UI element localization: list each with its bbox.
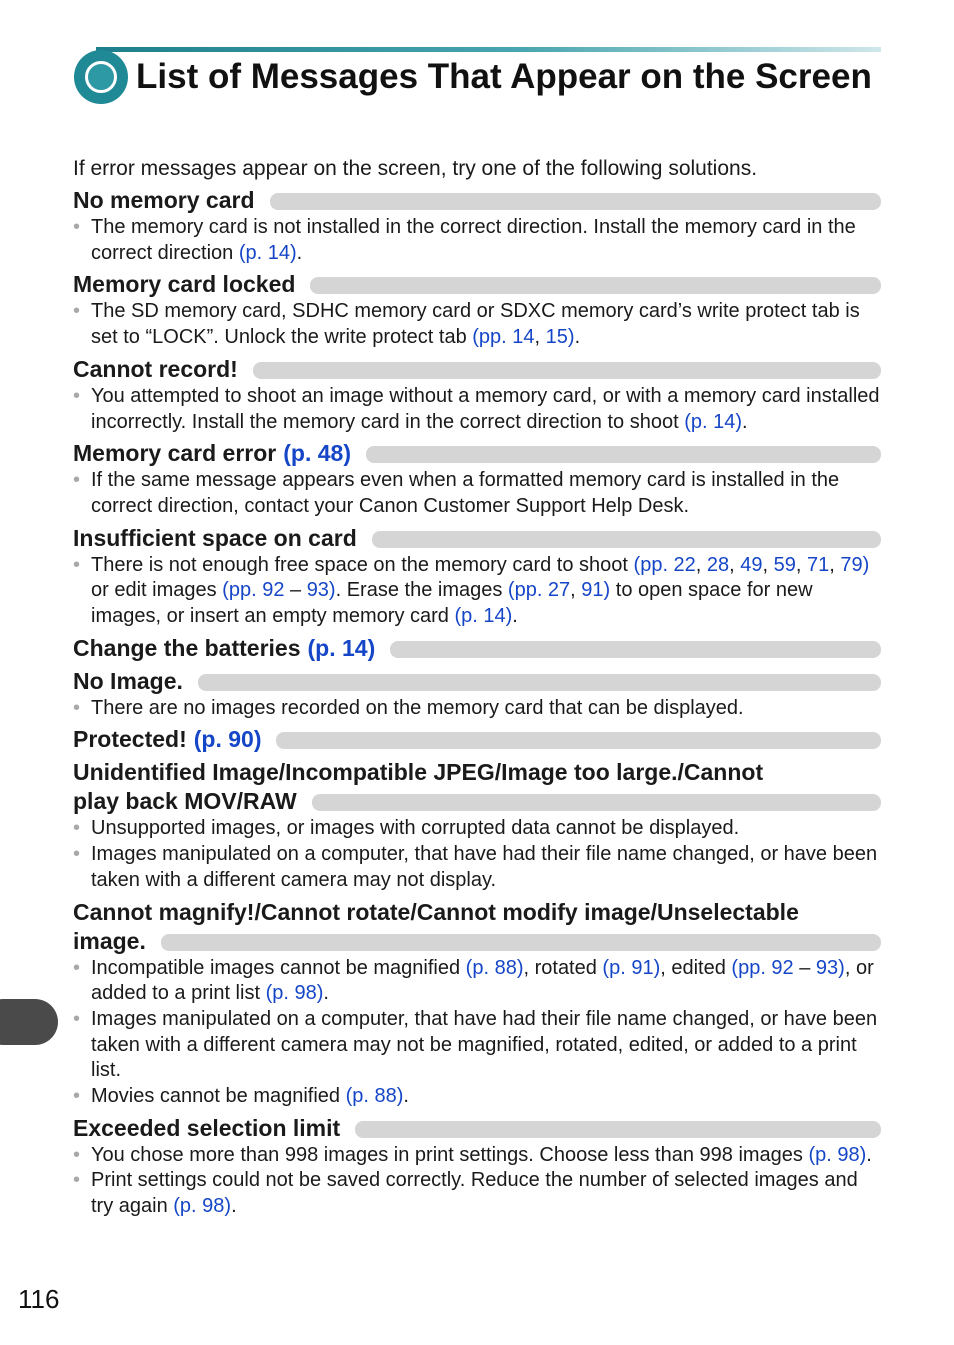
heading-line: Memory card locked: [73, 271, 296, 298]
page-reference-link[interactable]: (p. 98): [265, 982, 324, 1005]
heading-bar: [270, 193, 881, 210]
bullet-item: [73, 1143, 881, 1169]
message-section: [73, 186, 881, 266]
bullet-text: , rotated: [523, 956, 603, 979]
bullet-text: ,: [762, 553, 774, 576]
bullet-text: to open space for new images, or insert an empty memory card: [91, 579, 813, 628]
heading-line: Memory card error: [73, 440, 277, 467]
bullet-text: .: [403, 1085, 409, 1108]
bullet-text: There is not enough free space on the memory card to shoot: [91, 553, 634, 576]
page-reference-link[interactable]: 59: [773, 553, 796, 576]
heading-line: Exceeded selection limit: [73, 1114, 341, 1141]
heading-line: No memory card: [73, 187, 255, 213]
page-title: List of Messages That Appear on the Screen: [136, 57, 872, 96]
bullet-list: [73, 816, 881, 893]
page-reference-link[interactable]: 71: [807, 553, 830, 576]
heading-bar: [366, 446, 881, 463]
bullet-text: ,: [695, 553, 707, 576]
bullet-text: Print settings could not be saved correctly. Reduce the number of selected images and try again: [91, 1169, 858, 1218]
page-reference-link[interactable]: (p. 14): [307, 634, 376, 661]
page-reference-link[interactable]: 15): [545, 326, 575, 349]
bullet-text: .: [296, 241, 303, 264]
page-reference-link[interactable]: 93): [306, 579, 336, 602]
message-heading: [73, 355, 881, 384]
message-section: [73, 725, 881, 754]
heading-line: play back MOV/RAW: [73, 788, 297, 815]
page-reference-link[interactable]: (p. 14): [454, 605, 513, 628]
heading-line: Cannot magnify!/Cannot rotate/Cannot modify image/Unselectable: [73, 898, 799, 925]
page-reference-link[interactable]: (p. 14): [684, 410, 743, 433]
page-reference-link[interactable]: (p. 14): [238, 241, 297, 264]
message-heading: [73, 186, 881, 215]
message-heading: [73, 758, 881, 816]
bullet-text: There are no images recorded on the memory card that can be displayed.: [91, 696, 744, 719]
heading-bar: [161, 934, 881, 951]
message-section: [73, 758, 881, 893]
message-heading: [73, 439, 881, 468]
bullet-item: [73, 1084, 881, 1110]
page-reference-link[interactable]: (pp. 92: [731, 956, 794, 979]
bullet-text: . Erase the images: [335, 579, 508, 602]
page-reference-link[interactable]: 91): [581, 579, 611, 602]
bullet-item: [73, 842, 881, 893]
message-heading: [73, 270, 881, 299]
bullet-list: [73, 956, 881, 1110]
bullet-text: ,: [795, 553, 808, 576]
heading-line: Cannot record!: [73, 355, 238, 382]
bullet-text: .: [574, 326, 581, 349]
page-number: 116: [18, 1284, 60, 1314]
page-reference-link[interactable]: (p. 98): [173, 1195, 232, 1218]
bullet-text: You chose more than 998 images in print settings. Choose less than 998 images: [91, 1143, 809, 1166]
bullet-item: [73, 816, 881, 842]
heading-line: Unidentified Image/Incompatible JPEG/Image too large./Cannot: [73, 759, 764, 786]
bullet-text: .: [231, 1195, 237, 1218]
page-reference-link[interactable]: 28: [706, 553, 730, 576]
message-section: [73, 667, 881, 722]
bullet-text: or edit images: [91, 579, 223, 602]
bullet-text: –: [793, 956, 816, 979]
bullet-list: [73, 215, 881, 266]
bullet-text: .: [742, 410, 748, 433]
page-reference-link[interactable]: (p. 88): [465, 956, 524, 979]
page-reference-link[interactable]: (p. 98): [808, 1143, 867, 1166]
bullet-text: If the same message appears even when a formatted memory card is installed in the correct direction, contact your Canon Customer Support Help Desk.: [91, 469, 840, 517]
intro-text: If error messages appear on the screen, try one of the following solutions.: [73, 157, 758, 180]
section-marker-icon: [74, 50, 128, 104]
message-heading: [73, 898, 881, 956]
heading-bar: [198, 674, 881, 691]
message-heading: [73, 1114, 881, 1143]
page-reference-link[interactable]: 79): [840, 553, 870, 576]
message-section: [73, 634, 881, 663]
page-reference-link[interactable]: (p. 88): [345, 1085, 404, 1108]
heading-bar: [372, 531, 881, 548]
bullet-item: [73, 1168, 881, 1219]
bullet-item: [73, 384, 881, 435]
bullet-text: Images manipulated on a computer, that have had their file name changed, or have been taken with a different camera may not be magnified, rotated, edited, or added to a print list.: [91, 1007, 878, 1082]
message-list: [73, 186, 881, 1224]
bullet-text: Images manipulated on a computer, that have had their file name changed, or have been taken with a different camera may not display.: [91, 843, 878, 891]
chapter-tab: [0, 999, 58, 1045]
heading-bar: [276, 732, 881, 749]
message-heading: [73, 524, 881, 553]
bullet-list: [73, 553, 881, 630]
message-section: [73, 524, 881, 630]
heading-bar: [310, 277, 881, 294]
page-reference-link[interactable]: (p. 90): [193, 726, 262, 753]
page-reference-link[interactable]: (pp. 92: [222, 579, 285, 602]
bullet-text: You attempted to shoot an image without a memory card, or with a memory card installed incorrectly. Install the memory card in the correct direction to shoot: [91, 384, 880, 433]
message-heading: [73, 667, 881, 696]
page-reference-link[interactable]: (pp. 14: [472, 326, 535, 349]
bullet-item: [73, 215, 881, 266]
bullet-text: .: [866, 1143, 872, 1166]
page-reference-link[interactable]: (p. 48): [283, 440, 351, 467]
message-section: [73, 898, 881, 1110]
title-rule: [96, 47, 881, 52]
heading-line: Protected!: [73, 726, 187, 753]
page-reference-link[interactable]: 49: [740, 553, 763, 576]
message-section: [73, 439, 881, 519]
bullet-text: Incompatible images cannot be magnified: [91, 956, 466, 979]
bullet-item: [73, 956, 881, 1007]
bullet-list: [73, 1143, 881, 1220]
bullet-text: ,: [829, 553, 841, 576]
bullet-text: –: [284, 579, 307, 602]
bullet-text: Unsupported images, or images with corrupted data cannot be displayed.: [91, 817, 740, 840]
bullet-list: [73, 696, 881, 722]
page-reference-link[interactable]: (pp. 22: [633, 553, 696, 576]
bullet-item: [73, 299, 881, 350]
heading-bar: [390, 641, 881, 658]
page-reference-link[interactable]: 93): [815, 956, 845, 979]
bullet-text: , edited: [660, 956, 732, 979]
page-reference-link[interactable]: (pp. 27: [507, 579, 571, 602]
bullet-text: ,: [570, 579, 582, 602]
bullet-item: [73, 553, 881, 630]
bullet-text: , or added to a print list: [91, 956, 874, 1005]
bullet-text: The memory card is not installed in the correct direction. Install the memory card in the correct direction: [91, 216, 856, 264]
bullet-item: [73, 696, 881, 722]
bullet-text: Movies cannot be magnified: [91, 1085, 346, 1108]
bullet-text: The SD memory card, SDHC memory card or SDXC memory card’s write protect tab is set to “LOCK”. Unlock the write protect tab: [91, 300, 860, 349]
bullet-text: ,: [729, 553, 741, 576]
heading-line: Change the batteries: [73, 634, 301, 661]
message-heading: [73, 634, 881, 663]
bullet-item: [73, 1007, 881, 1084]
heading-line: image.: [73, 927, 146, 954]
heading-line: No Image.: [73, 667, 183, 694]
message-section: [73, 270, 881, 350]
message-section: [73, 1114, 881, 1220]
bullet-text: ,: [534, 326, 546, 349]
message-section: [73, 355, 881, 435]
page-reference-link[interactable]: (p. 91): [602, 956, 661, 979]
heading-bar: [312, 794, 881, 811]
heading-line: Insufficient space on card: [73, 524, 357, 551]
bullet-item: [73, 468, 881, 519]
bullet-text: .: [323, 982, 329, 1005]
bullet-list: [73, 384, 881, 435]
message-heading: [73, 725, 881, 754]
bullet-list: [73, 468, 881, 519]
bullet-list: [73, 299, 881, 350]
heading-bar: [355, 1121, 881, 1138]
heading-bar: [253, 362, 881, 379]
bullet-text: .: [512, 605, 518, 628]
